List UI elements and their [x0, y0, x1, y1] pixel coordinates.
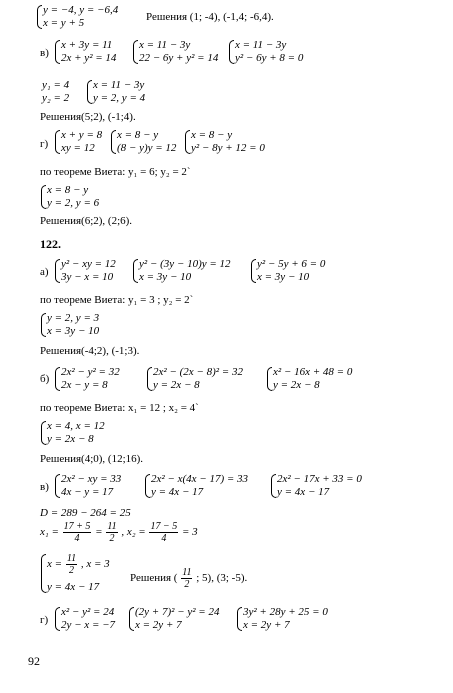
- eq-line: x + 3y = 11: [61, 39, 113, 51]
- eq-line: [47, 553, 110, 576]
- eq-line: x = 3y − 10: [47, 325, 100, 337]
- system-g-4: [40, 184, 99, 210]
- vieta-a: по теореме Виета: y₁ = 3 ; y₂ = 2`: [40, 294, 194, 306]
- eq-line: 2x² − xy = 33: [61, 473, 122, 485]
- eq-line: x = 8 − y: [47, 184, 89, 196]
- eq-line: y = 2, y = 4: [93, 92, 146, 104]
- system-b-1: [54, 366, 120, 392]
- eq-line: (2y + 7)² − y² = 24: [135, 606, 220, 618]
- eq-line: xy = 12: [61, 142, 95, 154]
- system-g-1: [54, 129, 102, 155]
- x1-label: x₁ =: [40, 526, 59, 538]
- system-v2-1: [54, 473, 121, 499]
- eq-line: 2x² − x(4x − 17) = 33: [151, 473, 249, 485]
- vieta-g: по теореме Виета: y₁ = 6; y₂ = 2`: [40, 166, 191, 178]
- label-v: в): [40, 47, 49, 59]
- eq-line: y = 4x − 17: [151, 486, 204, 498]
- label-g: г): [40, 138, 49, 150]
- label-a: а): [40, 266, 49, 278]
- eq-line: y² − 6y + 8 = 0: [235, 52, 304, 64]
- eq-line: 3y − x = 10: [61, 271, 114, 283]
- eq-line: x = 11 − 3y: [235, 39, 287, 51]
- eq-line: x = 8 − y: [191, 129, 233, 141]
- eq-line: 2x² − 17x + 33 = 0: [277, 473, 362, 485]
- denominator: 4: [161, 532, 167, 544]
- denominator: 4: [74, 532, 80, 544]
- eq-line: 2y − x = −7: [61, 619, 116, 631]
- x2-label: , x₂ =: [121, 526, 146, 538]
- vieta-b: по теореме Виета: x₁ = 12 ; x₂ = 4`: [40, 402, 199, 414]
- eq-line: y = 2, y = 6: [47, 197, 100, 209]
- system-g2-1: [54, 606, 115, 632]
- fraction: [181, 567, 192, 590]
- eq-line: y² − 8y + 12 = 0: [191, 142, 265, 154]
- eq-line: x = 3y − 10: [257, 271, 310, 283]
- system-a-4: [40, 312, 99, 338]
- system-a-1: [54, 258, 116, 284]
- system-v2-2: [144, 473, 248, 499]
- eq-line: x = 3y − 10: [139, 271, 192, 283]
- eq-line: 2x + y² = 14: [61, 52, 117, 64]
- system-g2-3: [236, 606, 328, 632]
- denominator: 2: [109, 532, 115, 544]
- denominator: 2: [184, 578, 190, 590]
- eq-line: y = 2, y = 3: [47, 312, 100, 324]
- discriminant: D = 289 − 264 = 25: [40, 507, 131, 519]
- label-b: б): [40, 373, 50, 385]
- fraction: [63, 521, 92, 544]
- solution-v2: [130, 566, 247, 590]
- system-v-1: [54, 39, 116, 65]
- label-v2: в): [40, 481, 49, 493]
- numerator: 17 − 5: [150, 520, 178, 532]
- eq-line: x = y + 5: [43, 17, 85, 29]
- eq-line: x = 11 − 3y: [139, 39, 191, 51]
- numerator: 11: [66, 553, 77, 564]
- eq-line: x + y = 8: [61, 129, 103, 141]
- system-v2-3: [270, 473, 362, 499]
- solution-top: Решения (1; -4), (-1,4; -6,4).: [146, 11, 274, 23]
- system-top: [36, 4, 118, 30]
- system-a-2: [132, 258, 231, 284]
- eq-line: x² − 16x + 48 = 0: [273, 366, 353, 378]
- eq-line: y = 2x − 8: [153, 379, 200, 391]
- fraction: [106, 521, 117, 544]
- eq-line: x² − y² = 24: [61, 606, 115, 618]
- label-g2: г): [40, 614, 49, 626]
- fraction: [149, 521, 178, 544]
- eq-line: (8 − y)y = 12: [117, 142, 177, 154]
- system-a-3: [250, 258, 325, 284]
- numerator: 17 + 5: [63, 520, 91, 532]
- roots-formula: [40, 520, 198, 544]
- system-g-2: [110, 129, 176, 155]
- eq-line: y² − xy = 12: [61, 258, 116, 270]
- eq-line: x = 8 − y: [117, 129, 159, 141]
- solution-text: Решения (: [130, 572, 178, 584]
- eq-line: x = 11 − 3y: [93, 79, 145, 91]
- page-number: 92: [28, 654, 40, 668]
- root-line: y₂ = 2: [42, 92, 70, 104]
- system-b-3: [266, 366, 352, 392]
- solution-b: Решения(4;0), (12;16).: [40, 453, 144, 465]
- solution-g: Решения(6;2), (2;6).: [40, 215, 133, 227]
- solution-a: Решения(-4;2), (-1;3).: [40, 345, 140, 357]
- equals: = 3: [181, 526, 198, 538]
- numerator: 11: [182, 566, 192, 578]
- eq-line: y = 2x − 8: [273, 379, 320, 391]
- numerator: 11: [107, 520, 117, 532]
- eq-line: 2x − y = 8: [61, 379, 108, 391]
- eq-line: y = 2x − 8: [47, 433, 94, 445]
- solution-v: Решения(5;2), (-1;4).: [40, 111, 136, 123]
- eq-line: 2x² − y² = 32: [61, 366, 120, 378]
- system-v-3: [228, 39, 303, 65]
- system-v2-4: [40, 553, 110, 594]
- system-g-3: [184, 129, 265, 155]
- eq-line: y = −4, y = −6,4: [43, 4, 119, 16]
- eq-part: , x = 3: [80, 558, 110, 571]
- fraction: [66, 553, 77, 576]
- system-v-2: [132, 39, 218, 65]
- roots-v: [42, 79, 69, 105]
- eq-line: y² − 5y + 6 = 0: [257, 258, 326, 270]
- eq-line: y = 4x − 17: [47, 581, 100, 593]
- eq-line: x = 2y + 7: [243, 619, 290, 631]
- eq-line: 4x − y = 17: [61, 486, 114, 498]
- system-v-4: [86, 79, 145, 105]
- eq-line: y = 4x − 17: [277, 486, 330, 498]
- system-g2-2: [128, 606, 219, 632]
- eq-line: x = 2y + 7: [135, 619, 182, 631]
- eq-line: 22 − 6y + y² = 14: [139, 52, 219, 64]
- denominator: 2: [68, 565, 74, 576]
- eq-line: 3y² + 28y + 25 = 0: [243, 606, 328, 618]
- problem-number: 122.: [40, 237, 61, 251]
- system-b-4: [40, 420, 105, 446]
- eq-line: y² − (3y − 10)y = 12: [139, 258, 231, 270]
- equals: =: [95, 526, 103, 538]
- root-line: y₁ = 4: [42, 79, 70, 91]
- eq-line: 2x² − (2x − 8)² = 32: [153, 366, 243, 378]
- eq-line: x = 4, x = 12: [47, 420, 105, 432]
- eq-part: x =: [47, 558, 63, 571]
- solution-text: ; 5), (3; -5).: [196, 572, 248, 584]
- system-b-2: [146, 366, 243, 392]
